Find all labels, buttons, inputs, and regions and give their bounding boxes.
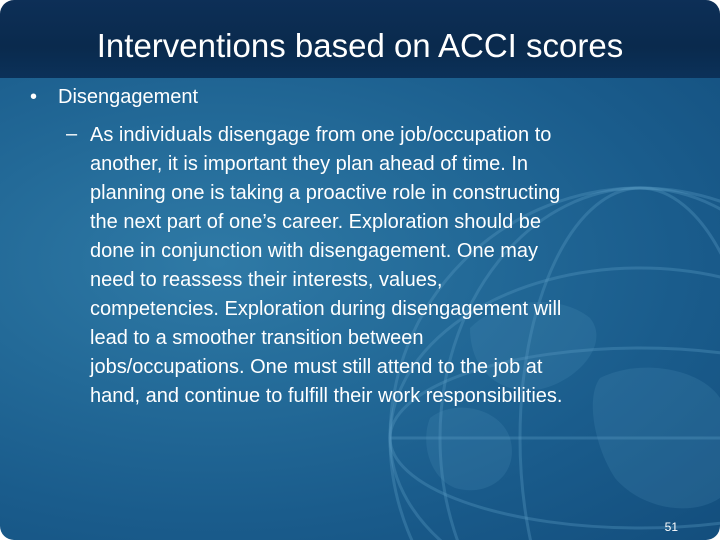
text-line: done in conjunction with disengagement. One may — [90, 240, 539, 262]
text-line: hand, and continue to fulfill their work responsibilities. — [90, 385, 563, 407]
text-line: lead to a smoother transition between — [90, 327, 424, 349]
text-line: need to reassess their interests, values, — [90, 269, 443, 291]
text-line: another, it is important they plan ahead of time. In — [90, 153, 529, 175]
sub-bullet-text — [90, 121, 690, 411]
bullet-item — [30, 85, 198, 109]
slide-title: Interventions based on ACCI scores — [96, 27, 624, 64]
text-line: As individuals disengage from one job/occupation to — [90, 124, 552, 146]
text-line: the next part of one’s career. Exploration should be — [90, 211, 542, 233]
page-number: 51 — [664, 520, 678, 534]
bullet-text: Disengagement — [58, 86, 199, 108]
text-line: competencies. Exploration during disengagement will — [90, 298, 562, 320]
text-line: planning one is taking a proactive role in constructing — [90, 182, 561, 204]
text-line: jobs/occupations. One must still attend to the job at — [90, 356, 543, 378]
bullet-marker: • — [30, 86, 38, 108]
sub-bullet-marker: – — [66, 123, 78, 145]
